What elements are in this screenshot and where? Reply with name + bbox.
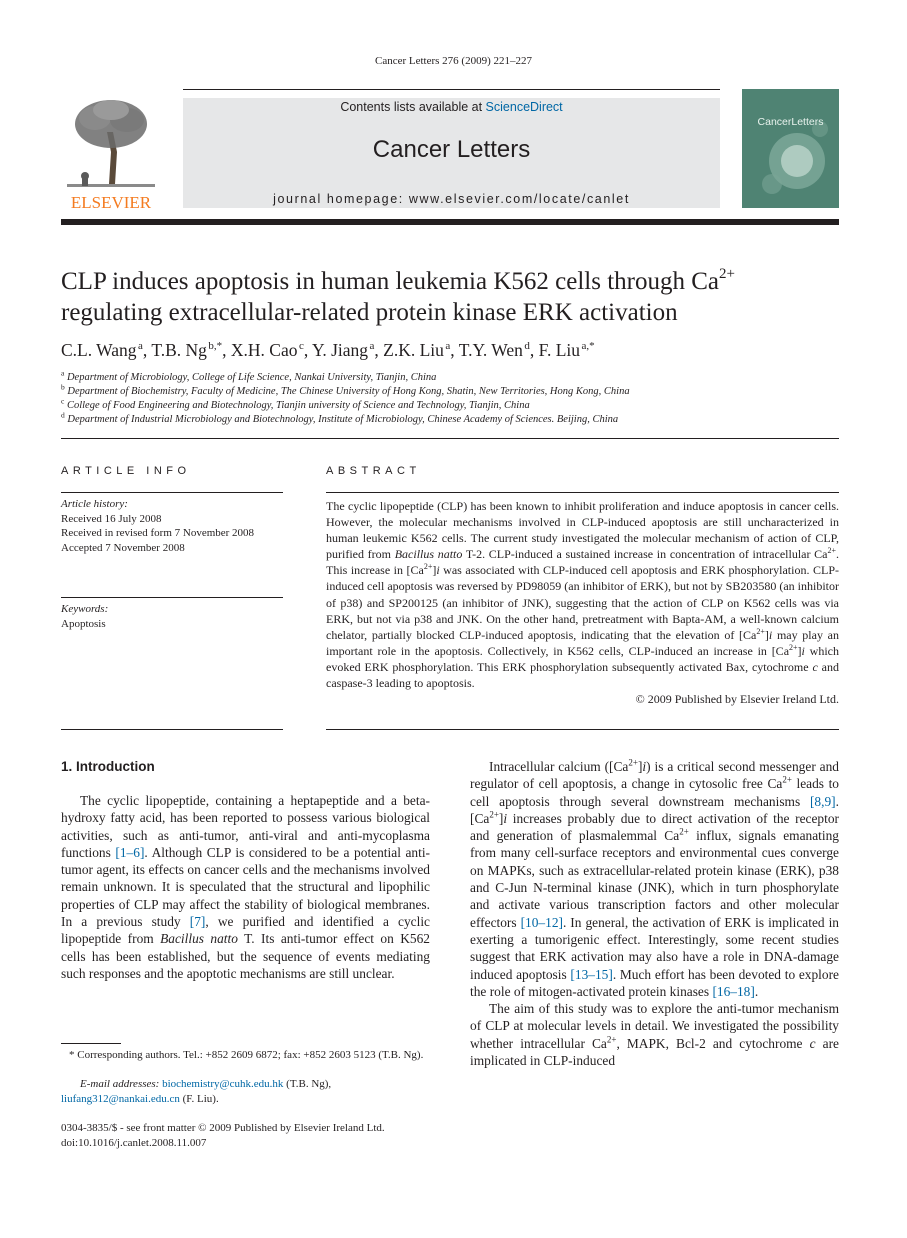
intro-column-right: Intracellular calcium $([Ca^{2+}]i)$ is a critical second messenger and regulator of cell apoptosis, a change in cytosolic free $Ca^{2+}$ leads to cell apoptosis through several downstream mechanisms [8,9]. $[Ca^{2+}]i$ increases probably due to direct activation of the receptor and generation of plasmalemmal $Ca^{2+}$ influx, signals emanating from many cell-surface receptors and environmental cues converge on MAPKs, such as extracellular-related protein kinase (ERK), p38 and C-Jun N-terminal kinase (JNK), which in turn phosphorylate and activate various transcription factors and other molecular effectors [10–12]. In general, the activation of ERK is implicated in exerting a tumorigenic effect. Interestingly, some recent studies suggest that ERK activation may also have a role in DNA-damage induced apoptosis [13–15]. Much effort has been devoted to explore the role of mitogen-activated protein kinases [16–18]. The aim of this study was to explore the anti-tumor mechanism of CLP at molecular levels in detail. We investigated the possibility whether intracellular $Ca^{2+}$, MAPK, Bcl-2 and cytochrome c are implicated in CLP-induced — [470, 757, 840, 1069]
citation-link[interactable]: [1–6] — [115, 844, 145, 860]
author-affil-mark[interactable]: a,* — [581, 340, 595, 353]
author-affil-mark[interactable]: a — [445, 340, 451, 353]
keywords-label: Keywords: — [61, 603, 109, 615]
history-label: Article history: — [61, 498, 128, 510]
header-thick-rule — [61, 219, 839, 225]
keywords — [61, 602, 283, 631]
contents-prefix: Contents lists available at — [340, 100, 486, 114]
email-label: E-mail addresses: — [80, 1078, 160, 1090]
citation-link[interactable]: [8,9] — [809, 793, 836, 809]
citation-link[interactable]: [16–18] — [712, 983, 755, 999]
affiliation — [61, 382, 851, 397]
email-owner: (T.B. Ng), — [286, 1078, 332, 1090]
author-affil-mark[interactable]: b,* — [208, 340, 223, 353]
email-footnote — [61, 1077, 433, 1106]
abstract-body: The cyclic lipopeptide (CLP) has been known to inhibit proliferation and induce apoptosis in cancer cells. However, the molecular mechanisms involved in CLP-induced apoptosis are still uncharacterized in human leukemic K562 cells. The current study investigated the molecular mechanism of action of CLP, purified from Bacillus natto T-2. CLP-induced a sustained increase in concentration of intracellular $Ca^{2+}$. This increase in $[Ca^{2+}]i$ was associated with CLP-induced cell apoptosis and ERK phosphorylation. CLP-induced cell apoptosis was reversed by PD98059 (an inhibitor of ERK), but not by SB203580 (an inhibitor of p38) and SP200125 (an inhibitor of JNK), suggesting that the action of CLP on K562 cells was via ERK, but not via p38 and JNK. On the other hand, pretreatment with Bapta-AM, a well-known calcium chelator, partially blocked CLP-induced apoptosis, indicating that the elevation of $[Ca^{2+}]i$ may play an important role in the apoptosis. Collectively, in K562 cells, CLP-induced an increase in $[Ca^{2+}]i$ which evoked ERK phosphorylation. This ERK phosphorylation subsequently activated Bax, cytochrome c and caspase-3 leading to apoptosis. © 2009 Published by Elsevier Ireland Ltd. — [326, 499, 840, 707]
author: X.H. Cao — [230, 340, 298, 360]
affiliation-text: Department of Microbiology, College of Life Science, Nankai University, Tianjin, China — [66, 372, 437, 383]
article-history — [61, 497, 283, 555]
citation-link[interactable]: [13–15] — [570, 966, 613, 982]
doi-line[interactable]: doi:10.1016/j.canlet.2008.11.007 — [61, 1137, 207, 1149]
affiliation-mark: a — [61, 368, 65, 378]
author: Z.K. Liu — [383, 340, 444, 360]
article-title — [61, 266, 851, 328]
journal-citation: Cancer Letters 276 (2009) 221–227 — [374, 55, 532, 67]
intro-column-left: The cyclic lipopeptide, containing a heptapeptide and a beta-hydroxy fatty acid, has been reported to possess various biological activities, such as anti-tumor, anti-viral and anti-mycoplasma functions [1–6]. Although CLP is considered to be a potential anti-tumor agent, its effects on cancer cells and the mechanisms involved remain unknown. It is speculated that the structural and lipophilic properties of CLP may affect the stability of biological membranes. In a previous study [7], we purified and identified a cyclic lipopeptide from Bacillus natto T. Its anti-tumor effect on K562 cells has been established, but the sequence of events mediating such responses and the apoptotic mechanisms are still unclear. — [61, 793, 431, 981]
section-heading: 1. Introduction — [61, 759, 155, 774]
affiliation — [61, 368, 851, 383]
divider — [61, 492, 283, 493]
author: C.L. Wang — [61, 340, 137, 360]
title-superscript: 2+ — [719, 265, 735, 282]
divider — [61, 597, 283, 598]
issn-line: 0304-3835/$ - see front matter © 2009 Published by Elsevier Ireland Ltd. — [61, 1122, 385, 1134]
article-info-heading: ARTICLE INFO — [61, 465, 191, 477]
citation-link[interactable]: [10–12] — [520, 914, 563, 930]
keyword: Apoptosis — [61, 617, 106, 630]
divider — [61, 438, 839, 439]
email-link[interactable]: biochemistry@cuhk.edu.hk — [162, 1078, 284, 1090]
title-line-2: regulating extracellular-related protein kinase ERK activation — [61, 299, 678, 326]
journal-cover-image — [742, 89, 839, 208]
affiliation — [61, 410, 851, 425]
affiliation-mark: b — [61, 382, 65, 392]
affiliation-mark: d — [61, 410, 65, 420]
title-line-1: CLP induces apoptosis in human leukemia K562 cells through Ca — [61, 268, 720, 295]
elsevier-logo — [61, 92, 161, 212]
divider — [326, 492, 839, 493]
divider — [61, 729, 283, 730]
affiliation-text: Department of Industrial Microbiology and Biotechnology, Institute of Microbiology, Chinese Academy of Sciences. Beijing, China — [67, 414, 619, 425]
author: T.B. Ng — [151, 340, 207, 360]
revised-date: Received in revised form 7 November 2008 — [61, 527, 255, 539]
email-owner: (F. Liu). — [182, 1092, 219, 1105]
author-affil-mark[interactable]: c — [298, 340, 304, 353]
affiliation — [61, 396, 851, 411]
abstract-heading: ABSTRACT — [326, 465, 421, 477]
sciencedirect-link[interactable]: ScienceDirect — [485, 100, 563, 114]
author-affil-mark[interactable]: a — [369, 340, 375, 353]
accepted-date: Accepted 7 November 2008 — [61, 541, 185, 554]
cover-title: CancerLetters — [757, 116, 824, 128]
received-date: Received 16 July 2008 — [61, 512, 162, 525]
affiliation-mark: c — [61, 396, 65, 406]
elsevier-wordmark: ELSEVIER — [70, 193, 152, 212]
author: T.Y. Wen — [458, 340, 523, 360]
contents-line — [183, 100, 720, 114]
copyright: © 2009 Published by Elsevier Ireland Ltd. — [635, 692, 839, 707]
author: Y. Jiang — [311, 340, 369, 360]
affiliation-text: Department of Biochemistry, Faculty of Medicine, The Chinese University of Hong Kong, Shatin, New Territories, Hong Kong, China — [67, 386, 630, 397]
footnote-rule — [61, 1043, 121, 1044]
author-affil-mark[interactable]: a — [138, 340, 143, 353]
divider — [326, 729, 839, 730]
email-link[interactable]: liufang312@nankai.edu.cn — [61, 1092, 180, 1105]
corresponding-footnote: * Corresponding authors. Tel.: +852 2609 6872; fax: +852 2603 5123 (T.B. Ng). — [69, 1049, 424, 1061]
affiliation-text: College of Food Engineering and Biotechnology, Tianjin university of Science and Technology, Tianjin, China — [66, 400, 530, 411]
citation-link[interactable]: [7] — [189, 914, 206, 930]
author-list: C.L. Wang $^a$, T.B. Ng $^{b,*}$, X.H. Cao $^c$, Y. Jiang $^a$, Z.K. Liu $^a$, T.Y. Wen $^d$, F. Liu $^{a,*}$ — [61, 340, 595, 360]
header-top-rule — [183, 89, 720, 90]
journal-homepage[interactable]: journal homepage: www.elsevier.com/locate/canlet — [273, 192, 630, 206]
author-affil-mark[interactable]: d — [524, 340, 530, 353]
author: F. Liu — [538, 340, 581, 360]
journal-name: Cancer Letters — [372, 136, 531, 163]
